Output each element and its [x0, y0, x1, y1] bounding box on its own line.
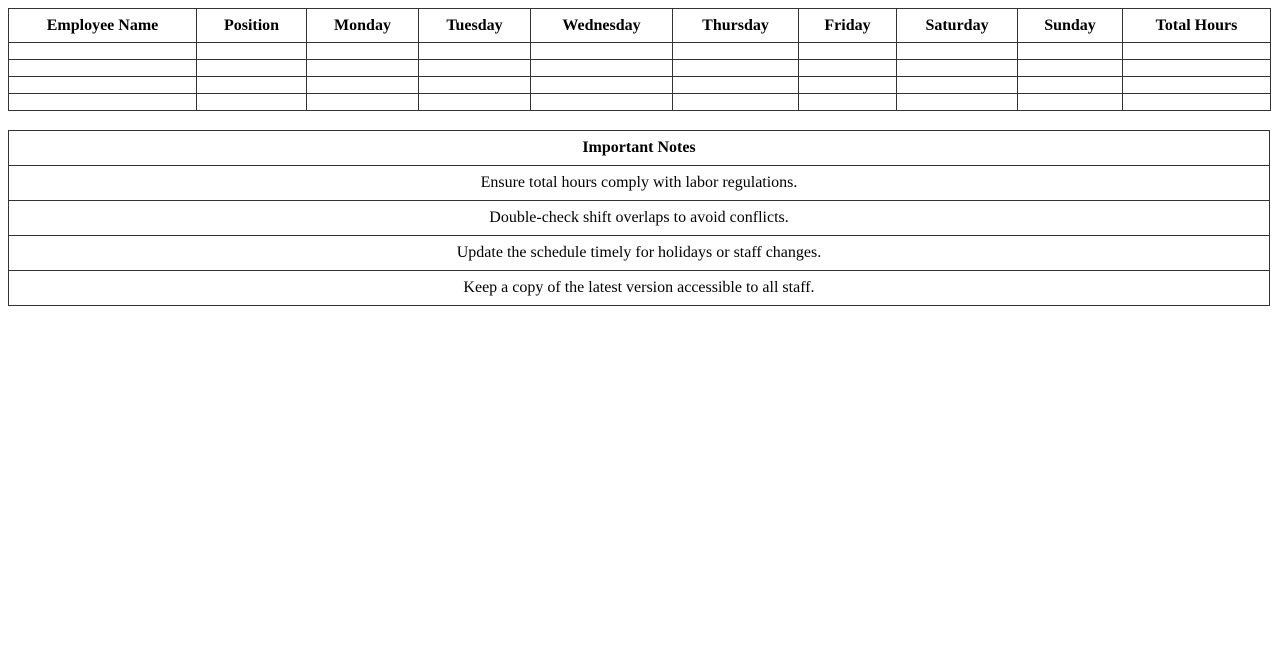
table-cell[interactable]: [307, 77, 419, 94]
table-cell[interactable]: [1018, 94, 1123, 111]
notes-header-row: [9, 131, 1270, 166]
table-cell[interactable]: [673, 94, 799, 111]
table-cell[interactable]: [419, 60, 531, 77]
table-cell[interactable]: [1123, 43, 1271, 60]
table-cell[interactable]: [9, 77, 197, 94]
header-monday: Monday: [307, 9, 419, 43]
table-cell[interactable]: [897, 94, 1018, 111]
header-total-hours: Total Hours: [1123, 9, 1271, 43]
schedule-table: [8, 8, 1271, 111]
table-cell[interactable]: [1018, 60, 1123, 77]
table-cell[interactable]: [9, 94, 197, 111]
schedule-header-row: [9, 9, 1271, 43]
note-item: Keep a copy of the latest version accessible to all staff.: [9, 271, 1270, 306]
header-wednesday: Wednesday: [531, 9, 673, 43]
table-cell[interactable]: [799, 77, 897, 94]
table-cell[interactable]: [9, 43, 197, 60]
table-cell[interactable]: [531, 77, 673, 94]
table-cell[interactable]: [307, 43, 419, 60]
table-row: [9, 94, 1271, 111]
header-sunday: Sunday: [1018, 9, 1123, 43]
table-cell[interactable]: [673, 43, 799, 60]
table-cell[interactable]: [9, 60, 197, 77]
table-cell[interactable]: [307, 60, 419, 77]
table-cell[interactable]: [799, 94, 897, 111]
note-row: [9, 201, 1270, 236]
important-notes-table: [8, 130, 1270, 306]
table-cell[interactable]: [1018, 77, 1123, 94]
notes-title: Important Notes: [9, 131, 1270, 166]
table-cell[interactable]: [197, 43, 307, 60]
table-cell[interactable]: [197, 77, 307, 94]
note-item: Ensure total hours comply with labor regulations.: [9, 166, 1270, 201]
table-cell[interactable]: [197, 94, 307, 111]
table-cell[interactable]: [419, 94, 531, 111]
table-cell[interactable]: [307, 94, 419, 111]
header-position: Position: [197, 9, 307, 43]
table-cell[interactable]: [419, 43, 531, 60]
table-cell[interactable]: [419, 77, 531, 94]
table-cell[interactable]: [897, 43, 1018, 60]
table-cell[interactable]: [673, 77, 799, 94]
table-cell[interactable]: [531, 94, 673, 111]
table-cell[interactable]: [1123, 77, 1271, 94]
header-employee-name: Employee Name: [9, 9, 197, 43]
table-cell[interactable]: [897, 77, 1018, 94]
header-tuesday: Tuesday: [419, 9, 531, 43]
note-item: Double-check shift overlaps to avoid conflicts.: [9, 201, 1270, 236]
note-row: [9, 236, 1270, 271]
header-friday: Friday: [799, 9, 897, 43]
table-cell[interactable]: [673, 60, 799, 77]
table-cell[interactable]: [799, 60, 897, 77]
table-cell[interactable]: [1123, 94, 1271, 111]
table-row: [9, 43, 1271, 60]
table-cell[interactable]: [1123, 60, 1271, 77]
table-cell[interactable]: [1018, 43, 1123, 60]
note-item: Update the schedule timely for holidays or staff changes.: [9, 236, 1270, 271]
header-thursday: Thursday: [673, 9, 799, 43]
table-row: [9, 77, 1271, 94]
table-cell[interactable]: [531, 43, 673, 60]
table-cell[interactable]: [197, 60, 307, 77]
table-cell[interactable]: [799, 43, 897, 60]
table-row: [9, 60, 1271, 77]
note-row: [9, 271, 1270, 306]
note-row: [9, 166, 1270, 201]
header-saturday: Saturday: [897, 9, 1018, 43]
table-cell[interactable]: [531, 60, 673, 77]
table-cell[interactable]: [897, 60, 1018, 77]
